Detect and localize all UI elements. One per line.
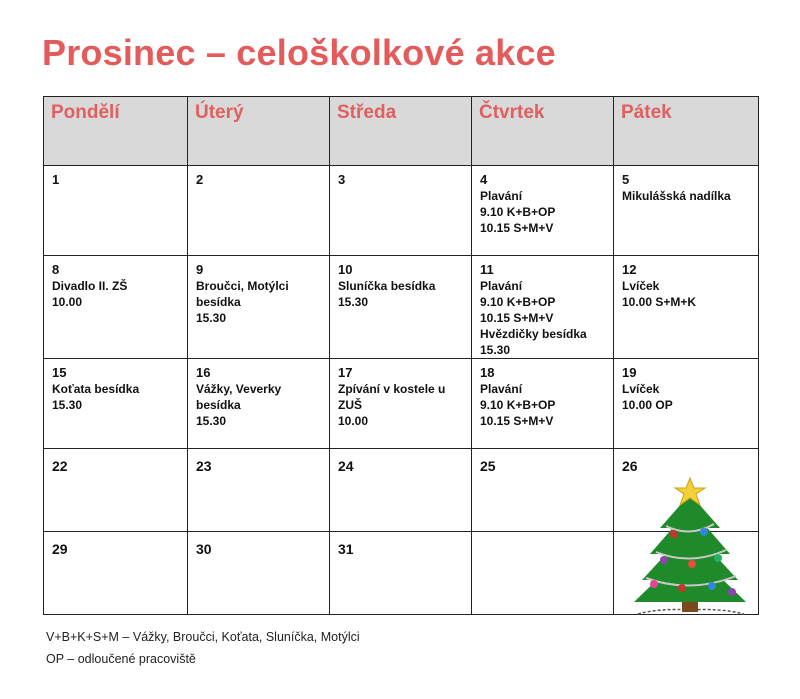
event-line: Plavání [480,382,523,396]
page-title: Prosinec – celoškolkové akce [42,32,556,73]
weekday-header [614,97,759,166]
day-number: 24 [338,458,354,474]
day-cell-content [614,449,758,474]
weekday-header [188,97,330,166]
day-cell-content [330,532,471,557]
event-line: 15.30 [338,295,369,309]
day-number: 2 [196,172,204,187]
day-number: 31 [338,541,354,557]
event-line: Lvíček [622,382,660,396]
day-cell-content [188,532,329,557]
day-cell [44,359,188,449]
weekday-label: Úterý [195,102,244,123]
day-number: 23 [196,458,212,474]
day-cell-content [472,532,613,541]
day-cell [472,166,614,256]
event-line: 10.00 [52,295,83,309]
week-row [44,256,759,359]
day-cell-content [188,256,329,326]
event-line: besídka [196,295,241,309]
day-cell-content [330,256,471,310]
day-number [480,538,605,541]
day-cell [472,532,614,615]
day-cell [614,359,759,449]
day-number: 30 [196,541,212,557]
day-cell-content [614,256,758,310]
day-cell [472,359,614,449]
day-number: 8 [52,262,60,277]
day-cell [330,532,472,615]
day-cell [188,166,330,256]
day-cell-content [188,166,329,188]
day-cell [188,256,330,359]
day-cell [472,449,614,532]
day-cell [472,256,614,359]
event-line: 10.15 S+M+V [480,311,554,325]
day-cell-content [44,166,187,188]
weekday-label: Pátek [621,102,672,123]
day-number: 22 [52,458,68,474]
day-cell-content [614,166,758,204]
day-cell [44,532,188,615]
day-cell-content [44,256,187,310]
day-number: 12 [622,262,637,277]
weekday-header [472,97,614,166]
day-number: 3 [338,172,346,187]
day-number: 11 [480,262,494,277]
day-cell [614,256,759,359]
day-number: 5 [622,172,630,187]
weekday-header-row [44,97,759,166]
day-number: 25 [480,458,496,474]
day-cell [44,166,188,256]
day-cell-content [330,166,471,188]
event-line: 10.00 OP [622,398,673,412]
day-cell [614,166,759,256]
event-line: Mikulášská nadílka [622,189,731,203]
day-cell [188,532,330,615]
event-line: besídka [196,398,241,412]
day-cell-content [188,359,329,429]
event-line: Vážky, Veverky [196,382,282,396]
week-row [44,359,759,449]
weekday-header [44,97,188,166]
event-line: Broučci, Motýlci [196,279,289,293]
day-cell [44,256,188,359]
event-line: 9.10 K+B+OP [480,205,556,219]
weekday-label: Pondělí [51,102,120,123]
event-line: 10.15 S+M+V [480,414,554,428]
day-cell [330,256,472,359]
day-cell-content [44,532,187,557]
christmas-tree-icon [630,476,750,626]
day-number: 18 [480,365,495,380]
day-cell-content [472,166,613,236]
legend-op: OP – odloučené pracoviště [46,652,196,666]
day-cell-content [472,449,613,474]
day-number: 17 [338,365,353,380]
day-number: 26 [622,458,638,474]
day-cell-content [44,359,187,413]
day-cell-content [188,449,329,474]
event-line: ZUŠ [338,398,362,412]
weekday-label: Čtvrtek [479,102,545,123]
day-cell-content [330,449,471,474]
day-number: 1 [52,172,60,187]
day-number: 4 [480,172,488,187]
day-cell-content [472,256,613,358]
event-line: Divadlo II. ZŠ [52,279,128,293]
day-number: 15 [52,365,67,380]
day-number: 16 [196,365,211,380]
event-line: 10.00 S+M+K [622,295,697,309]
event-line: Plavání [480,189,523,203]
day-cell [330,166,472,256]
day-cell [188,359,330,449]
event-line: Plavání [480,279,523,293]
legend-groups: V+B+K+S+M – Vážky, Broučci, Koťata, Sluníčka, Motýlci [46,630,360,644]
day-number: 19 [622,365,637,380]
day-cell-content [614,359,758,413]
event-line: 9.10 K+B+OP [480,398,556,412]
event-line: 15.30 [196,414,227,428]
event-line: Zpívání v kostele u [338,382,446,396]
day-cell [330,449,472,532]
day-cell [44,449,188,532]
day-number: 29 [52,541,68,557]
day-cell-content [472,359,613,429]
event-line: 15.30 [196,311,227,325]
day-cell-content [330,359,471,429]
weekday-label: Středa [337,102,397,123]
event-line: 9.10 K+B+OP [480,295,556,309]
week-row [44,166,759,256]
event-line: 10.15 S+M+V [480,221,554,235]
day-cell-content [44,449,187,474]
day-cell [330,359,472,449]
event-line: 15.30 [52,398,83,412]
day-cell [188,449,330,532]
event-line: Sluníčka besídka [338,279,436,293]
event-line: Koťata besídka [52,382,140,396]
event-line: 10.00 [338,414,369,428]
event-line: 15.30 [480,343,511,357]
weekday-header [330,97,472,166]
event-line: Lvíček [622,279,660,293]
day-number: 10 [338,262,353,277]
day-number: 9 [196,262,204,277]
event-line: Hvězdičky besídka [480,327,587,341]
